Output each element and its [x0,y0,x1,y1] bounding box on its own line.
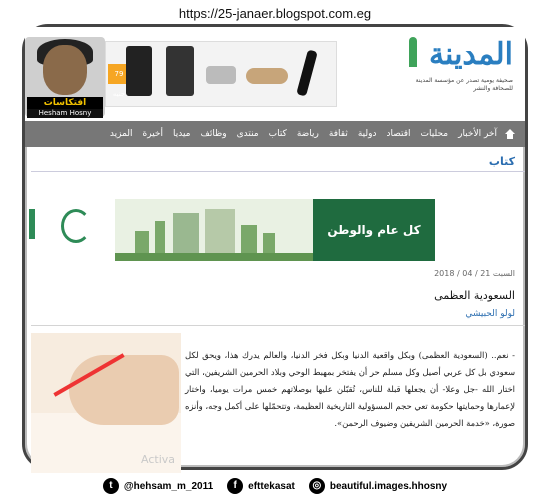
vision-logo [25,205,105,265]
twitter-icon: t [103,478,119,494]
screenshot-frame [22,24,528,470]
avatar-face [43,45,87,95]
source-url: https://25-janaer.blogspot.com.eg [178,6,372,21]
hand-shape [69,355,179,425]
price-tag: 79 جنيه [108,64,130,84]
nav-item-sports[interactable]: رياضة [296,129,319,139]
section-title[interactable]: كتاب [488,155,515,168]
nav-item-forum[interactable]: منتدى [236,129,259,139]
nav-item-more[interactable]: المزيد [109,129,133,139]
product-ad-banner[interactable] [105,41,337,107]
nav-item-culture[interactable]: ثقافة [328,129,348,139]
nav-item-international[interactable]: دولية [357,129,377,139]
banner-text: كل عام والوطن بخير [313,199,435,261]
nav-item-last[interactable]: أخيرة [142,129,163,139]
usb-drive-product-image [206,66,236,84]
tablet-product-image [166,46,194,96]
divider [31,171,525,172]
article-author[interactable]: لولو الحبيشي [465,309,515,319]
article-title: السعودية العظمى [434,289,515,302]
national-day-banner[interactable] [115,199,435,299]
watermark-avatar [25,37,105,117]
banner-skyline [115,199,315,261]
article-date: السبت 21 / 04 / 2018 [434,269,515,278]
minaret-icon [409,37,417,67]
facebook-handle: efttekasat [248,480,295,492]
site-header [25,27,525,121]
nav-item-media[interactable]: ميديا [172,129,191,139]
avatar-tag: افتكاسات [27,97,103,109]
facebook-link[interactable] [227,478,295,494]
avatar-name: Hesham Hosny [27,109,103,118]
instagram-handle: beautiful.images.hhosny [329,480,448,492]
facebook-icon: f [227,478,243,494]
site-logo[interactable] [403,35,513,113]
twitter-handle: @hehsam_m_2011 [123,480,214,492]
home-icon[interactable] [505,129,515,139]
pen-product-image [296,49,318,96]
phone-product-image [126,46,152,96]
nav-item-jobs[interactable]: وظائف [200,129,227,139]
instagram-icon: ◎ [309,478,325,494]
ground-shape [115,253,315,261]
os-watermark: Activa [141,453,175,466]
instagram-link[interactable] [309,478,447,494]
logo-mark-icon [61,209,91,243]
nav-item-writers[interactable]: كتاب [268,129,287,139]
nav-item-local[interactable]: محليات [420,129,449,139]
twitter-link[interactable] [103,478,213,494]
article-body: - نعم.. (السعودية العظمى) وبكل واقعية الدنيا وبكل فخر الدنيا، والعالم يدرك هذا، ويحق لكل سعودي بل كل عربي أصيل وكل مسلم حر أن يفتخر بمهبط الوحي وبلاد الحرمين الشريفين، التي اختار الله -جل وعلا- أن يجعلها قبلة للناس، تُقبّلن عليها بوصلاتهم خمس مرات يوميا، واختار لإعمارها وحمايتها حكومة تعي حجم المسؤولية التاريخية العظيمة، وتتحمّلها على أكمل وجه، وأنزه صورة، «خدمة الحرمين الشريفين وضيوف الرحمن». [185,350,515,428]
logo-subtitle: صحيفة يومية تصدر عن مؤسسة المدينة للصحافة والنشر [415,77,513,92]
nav-item-latest[interactable]: آخر الأخبار [458,129,497,139]
divider [31,325,525,326]
slipper-product-image [246,68,288,84]
logo-bar [29,209,35,239]
social-footer [0,474,550,498]
nav-item-economy[interactable]: اقتصاد [386,129,411,139]
main-nav [25,121,525,147]
logo-wordmark: المدينة [428,37,513,72]
article-photo [31,333,181,469]
